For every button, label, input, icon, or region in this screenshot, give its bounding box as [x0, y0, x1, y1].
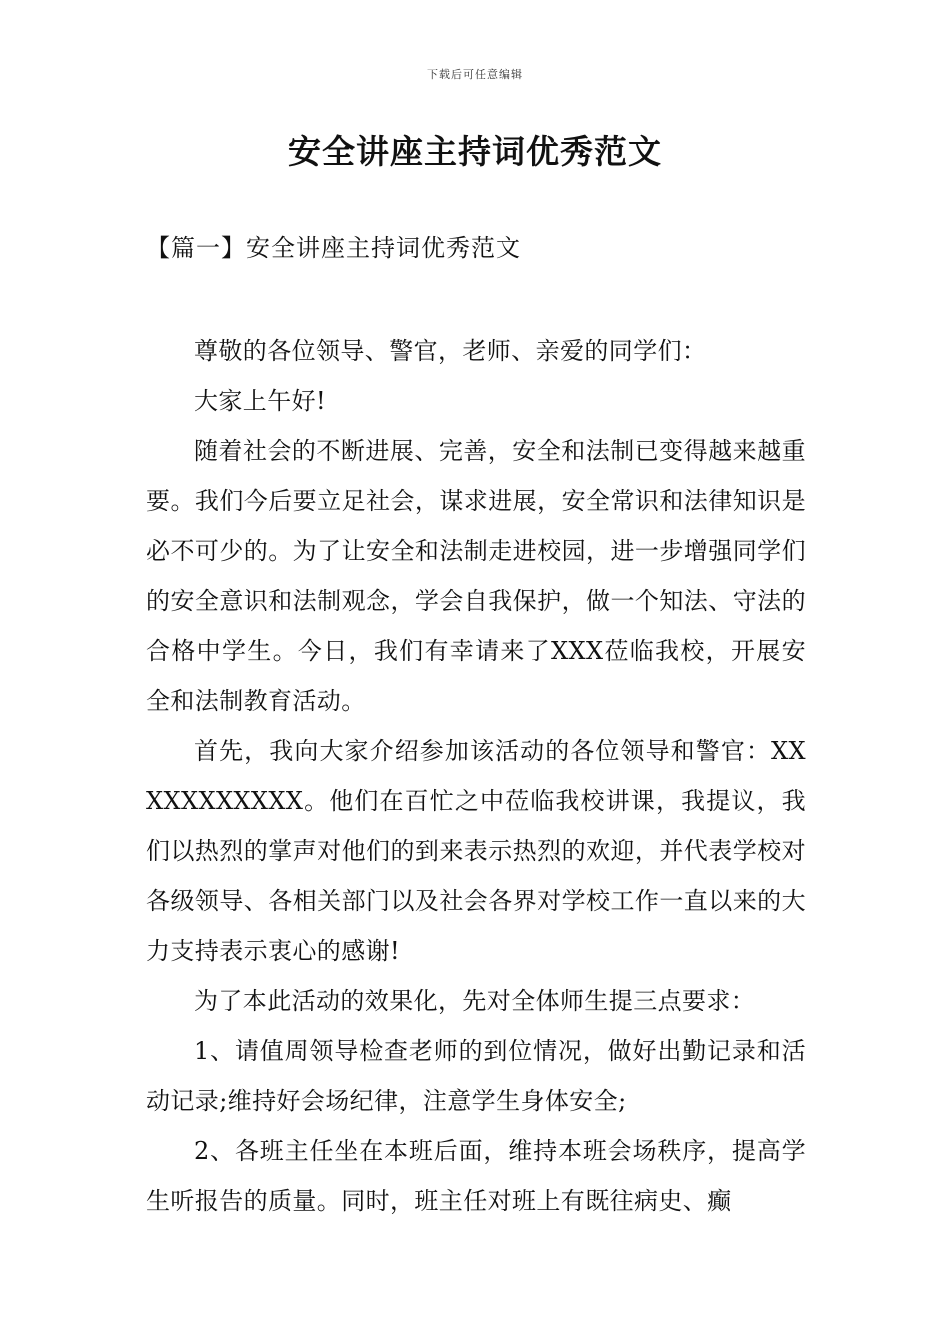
paragraph-greeting: 尊敬的各位领导、警官，老师、亲爱的同学们：	[194, 337, 707, 365]
document-body	[146, 326, 806, 1226]
section-heading: 【篇一】安全讲座主持词优秀范文	[146, 234, 521, 262]
paragraph-introduction: 随着社会的不断进展、完善，安全和法制已变得越来越重要。我们今后要立足社会，谋求进展，安全常识和法律知识是必不可少的。为了让安全和法制走进校园，进一步增强同学们的安全意识和法制观念，学会自我保护，做一个知法、守法的合格中学生。今日，我们有幸请来了XXX莅临我校，开展安全和法制教育活动。	[146, 437, 806, 715]
paragraph-guests: 首先，我向大家介绍参加该活动的各位领导和警官：XXXXXXXXXXX。他们在百忙之中莅临我校讲课，我提议，我们以热烈的掌声对他们的到来表示热烈的欢迎，并代表学校对各级领导、各相关部门以及社会各界对学校工作一直以来的大力支持表示衷心的感谢!	[146, 737, 806, 965]
paragraph-good-morning: 大家上午好!	[194, 387, 327, 415]
paragraph-requirement-1: 1、请值周领导检查老师的到位情况，做好出勤记录和活动记录;维持好会场纪律，注意学生身体安全;	[146, 1037, 806, 1115]
header-note: 下载后可任意编辑	[427, 68, 523, 81]
paragraph-requirement-2: 2、各班主任坐在本班后面，维持本班会场秩序，提高学生听报告的质量。同时，班主任对班上有既往病史、癫	[146, 1137, 806, 1215]
document-title: 安全讲座主持词优秀范文	[288, 132, 662, 171]
paragraph-requirements-intro: 为了本此活动的效果化，先对全体师生提三点要求：	[194, 987, 756, 1015]
